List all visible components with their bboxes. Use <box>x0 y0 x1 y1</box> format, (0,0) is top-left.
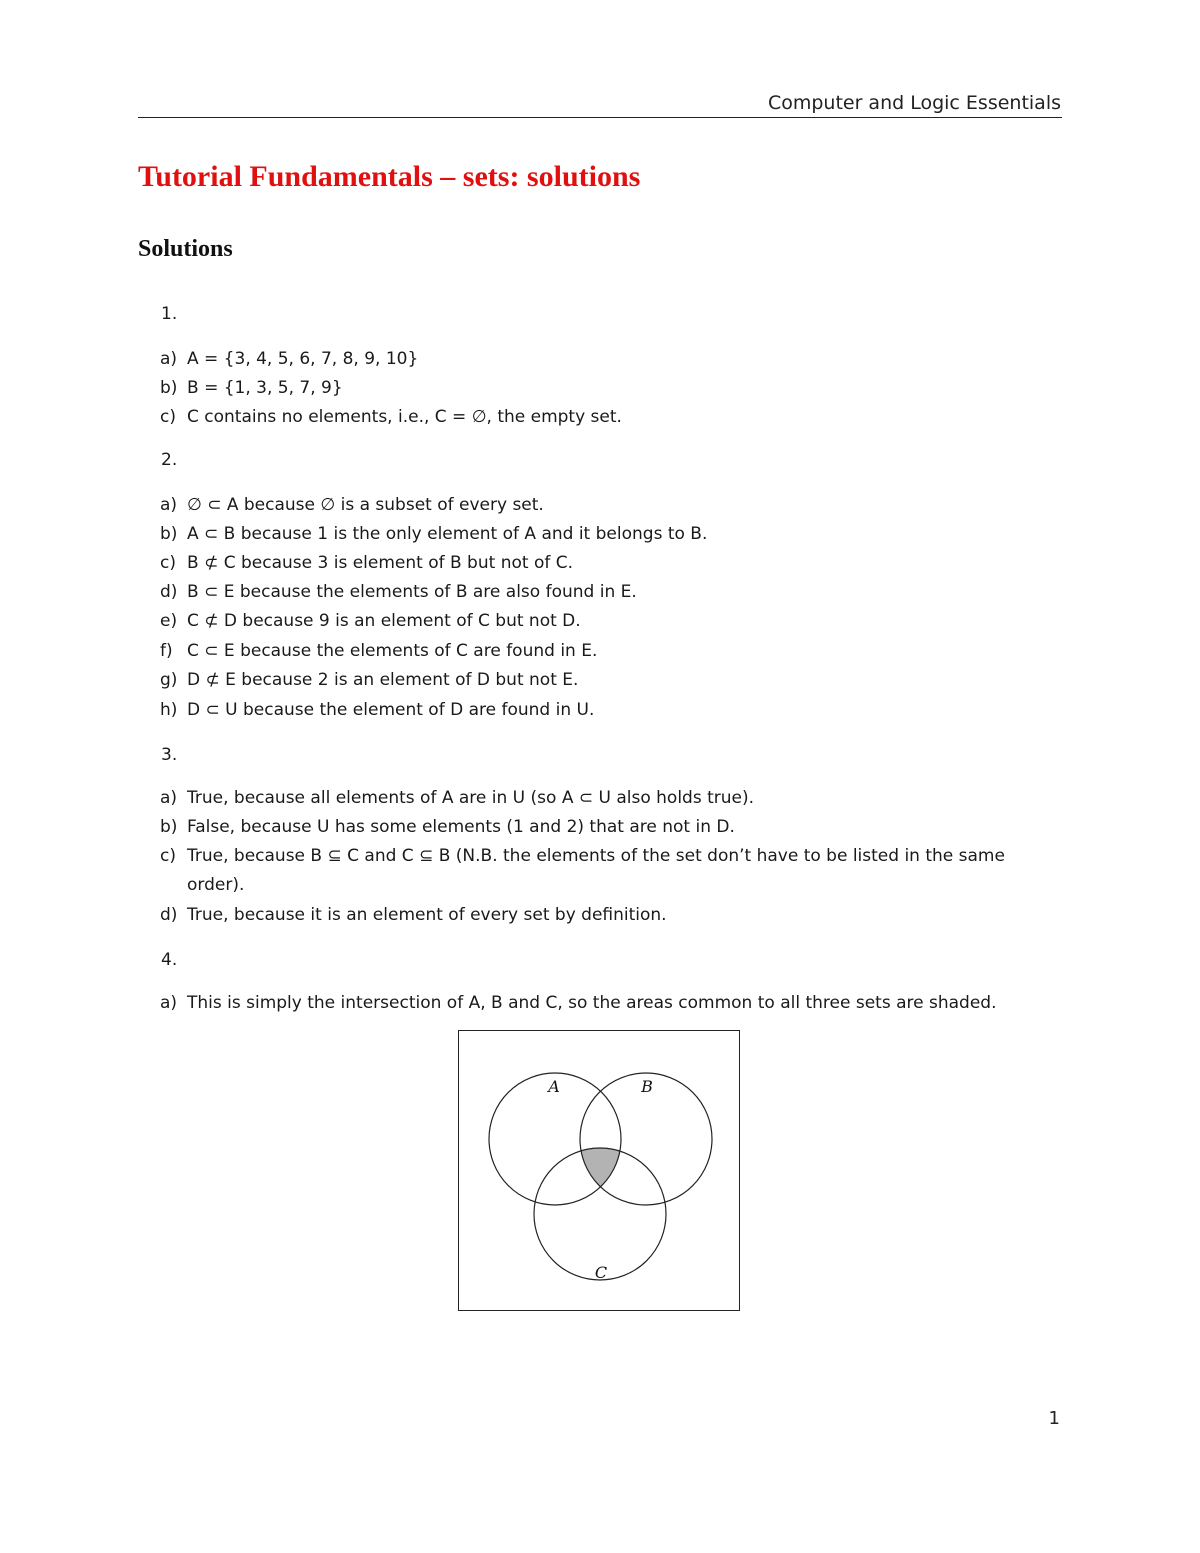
item-text: C ⊂ E because the elements of C are found in E. <box>187 641 598 661</box>
answer-item <box>160 345 1065 374</box>
item-text: This is simply the intersection of A, B and C, so the areas common to all three sets are shaded. <box>187 993 997 1013</box>
answer-item <box>160 520 1065 549</box>
question-number: 4. <box>161 950 178 970</box>
answer-item <box>160 578 1065 607</box>
item-label: c) <box>160 553 176 573</box>
item-text: False, because U has some elements (1 and 2) that are not in D. <box>187 817 735 837</box>
section-heading: Solutions <box>138 236 233 262</box>
item-label: f) <box>160 641 173 661</box>
answer-item <box>160 374 1065 403</box>
answer-item <box>160 491 1065 520</box>
answer-item <box>160 549 1065 578</box>
header-rule <box>138 117 1062 118</box>
item-text: A ⊂ B because 1 is the only element of A and it belongs to B. <box>187 524 708 544</box>
item-label: c) <box>160 846 176 866</box>
set-c-label: C <box>594 1263 608 1282</box>
item-label: b) <box>160 524 178 544</box>
page-number: 1 <box>1048 1408 1060 1429</box>
running-header: Computer and Logic Essentials <box>767 92 1061 114</box>
answer-item <box>160 607 1065 636</box>
answer-item <box>160 989 1065 1018</box>
answer-item <box>160 842 1065 900</box>
item-label: a) <box>160 993 178 1013</box>
item-text: True, because it is an element of every set by definition. <box>187 905 667 925</box>
item-text: B ⊂ E because the elements of B are also found in E. <box>187 582 637 602</box>
item-text: True, because all elements of A are in U (so A ⊂ U also holds true). <box>187 788 755 808</box>
set-a-label: A <box>548 1077 560 1096</box>
item-label: b) <box>160 378 178 398</box>
item-label: a) <box>160 349 178 369</box>
set-b-label: B <box>641 1077 653 1096</box>
question-number: 3. <box>161 745 178 765</box>
item-label: a) <box>160 495 178 515</box>
item-text: True, because B ⊆ C and C ⊆ B (N.B. the elements of the set don’t have to be listed in the same order). <box>187 846 1005 895</box>
item-text: B ⊄ C because 3 is element of B but not of C. <box>187 553 574 573</box>
question-number: 1. <box>161 304 178 324</box>
answer-item <box>160 813 1065 842</box>
item-text: D ⊂ U because the element of D are found in U. <box>187 700 595 720</box>
item-label: g) <box>160 670 178 690</box>
item-label: e) <box>160 611 178 631</box>
answer-item <box>160 696 1065 725</box>
answer-item <box>160 403 1065 432</box>
item-label: h) <box>160 700 178 720</box>
answer-item <box>160 637 1065 666</box>
answer-item <box>160 666 1065 695</box>
shaded-intersection <box>534 1148 666 1280</box>
item-label: b) <box>160 817 178 837</box>
venn-svg <box>459 1031 738 1309</box>
answer-item <box>160 784 1065 813</box>
item-text: A = {3, 4, 5, 6, 7, 8, 9, 10} <box>187 349 419 369</box>
item-label: c) <box>160 407 176 427</box>
answer-item <box>160 901 1065 930</box>
venn-diagram <box>458 1030 740 1311</box>
item-label: a) <box>160 788 178 808</box>
question-number: 2. <box>161 450 178 470</box>
item-text: C contains no elements, i.e., C = ∅, the empty set. <box>187 407 622 427</box>
page-title: Tutorial Fundamentals – sets: solutions <box>138 160 641 193</box>
item-label: d) <box>160 905 178 925</box>
item-label: d) <box>160 582 178 602</box>
item-text: C ⊄ D because 9 is an element of C but not D. <box>187 611 581 631</box>
item-text: D ⊄ E because 2 is an element of D but not E. <box>187 670 579 690</box>
item-text: B = {1, 3, 5, 7, 9} <box>187 378 343 398</box>
item-text: ∅ ⊂ A because ∅ is a subset of every set. <box>187 495 544 515</box>
